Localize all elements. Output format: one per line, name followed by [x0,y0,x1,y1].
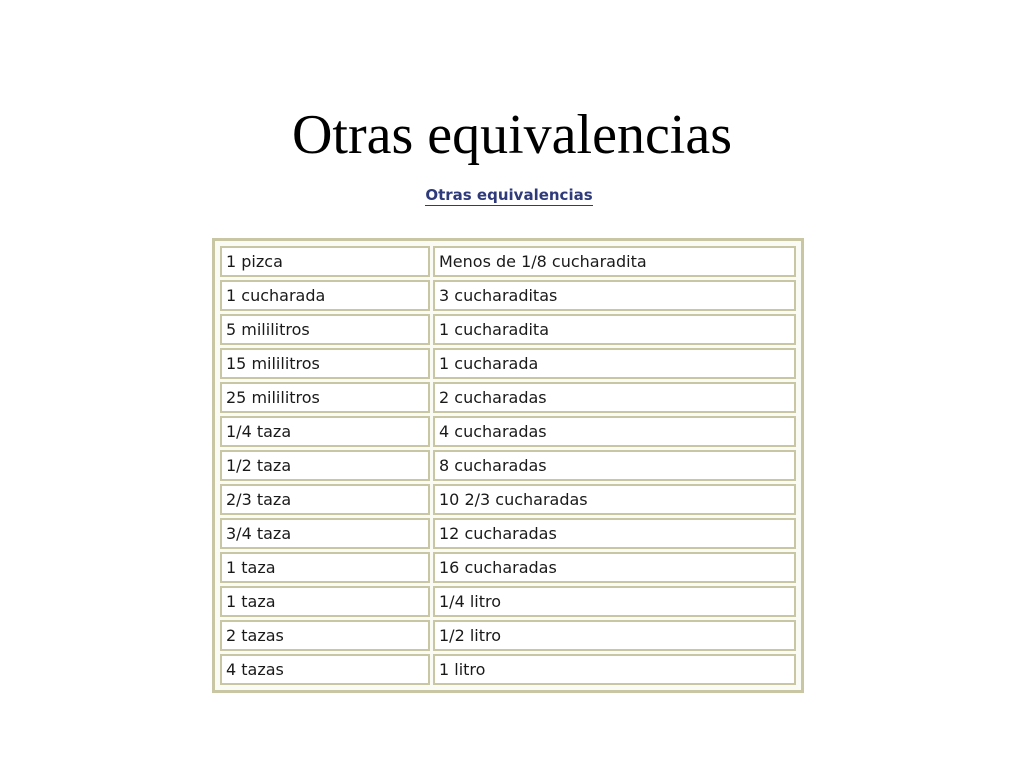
equivalent-cell: 1 litro [433,654,796,685]
equivalent-cell: Menos de 1/8 cucharadita [433,246,796,277]
quantity-cell: 2/3 taza [220,484,430,515]
table-row [220,348,796,379]
equivalences-table [217,243,799,688]
quantity-cell: 3/4 taza [220,518,430,549]
table-heading-text: Otras equivalencias [425,186,593,204]
equivalent-cell: 3 cucharaditas [433,280,796,311]
equivalent-cell: 12 cucharadas [433,518,796,549]
table-row [220,518,796,549]
equivalences-table-frame [212,238,804,693]
table-row [220,382,796,413]
table-row [220,620,796,651]
quantity-cell: 5 mililitros [220,314,430,345]
embedded-table-image [206,178,812,708]
table-row [220,416,796,447]
equivalent-cell: 1 cucharadita [433,314,796,345]
quantity-cell: 1 taza [220,586,430,617]
equivalent-cell: 1/2 litro [433,620,796,651]
equivalent-cell: 16 cucharadas [433,552,796,583]
equivalent-cell: 2 cucharadas [433,382,796,413]
table-row [220,484,796,515]
quantity-cell: 15 mililitros [220,348,430,379]
equivalent-cell: 10 2/3 cucharadas [433,484,796,515]
quantity-cell: 1 pizca [220,246,430,277]
table-row [220,246,796,277]
table-row [220,314,796,345]
table-row [220,450,796,481]
quantity-cell: 2 tazas [220,620,430,651]
quantity-cell: 1/4 taza [220,416,430,447]
equivalent-cell: 4 cucharadas [433,416,796,447]
quantity-cell: 1 taza [220,552,430,583]
slide-title: Otras equivalencias [291,104,733,166]
quantity-cell: 1 cucharada [220,280,430,311]
equivalent-cell: 1 cucharada [433,348,796,379]
quantity-cell: 4 tazas [220,654,430,685]
equivalent-cell: 8 cucharadas [433,450,796,481]
table-row [220,654,796,685]
table-row [220,552,796,583]
table-row [220,586,796,617]
table-heading [206,186,812,204]
quantity-cell: 25 mililitros [220,382,430,413]
equivalent-cell: 1/4 litro [433,586,796,617]
quantity-cell: 1/2 taza [220,450,430,481]
table-row [220,280,796,311]
